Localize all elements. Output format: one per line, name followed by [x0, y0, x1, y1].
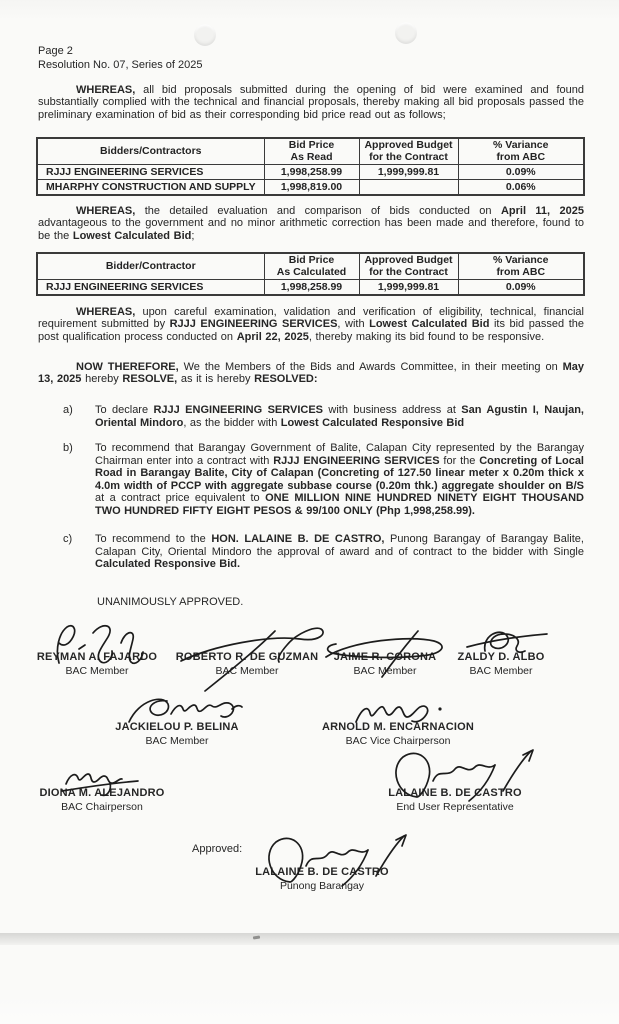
signatory-name: JAIME R. CORONA	[333, 651, 437, 663]
clause-segment: April 11, 2025	[500, 205, 584, 217]
table-header-cell	[359, 138, 458, 165]
signatory-name: REYMAN A. FAJARDO	[36, 651, 158, 663]
header-line: Bidder/Contractor	[105, 259, 196, 272]
table-cell: 1,998,258.99	[264, 280, 359, 296]
table-cell	[359, 180, 458, 196]
whereas-clause-2	[38, 205, 584, 242]
signatory-deguzman	[167, 651, 327, 678]
table-header-cell	[264, 253, 359, 280]
clause-segment: hereby	[81, 373, 123, 386]
clause-segment: , thereby making its bid found to be responsive.	[308, 330, 545, 343]
clause-segment: its bid passed the post qualification process conducted on	[38, 318, 584, 343]
table-cell: MHARPHY CONSTRUCTION AND SUPPLY	[37, 180, 264, 196]
header-line: Bid Price	[288, 254, 335, 266]
table-header-row	[37, 253, 584, 280]
punch-hole-left	[194, 24, 216, 46]
header-line: from ABC	[496, 150, 546, 163]
clause-segment: upon careful examination, validation and verification of eligibility, technical, financial requirement submitted by	[38, 306, 584, 331]
item-segment: at a contract price equivalent to	[95, 492, 266, 505]
signatory-belina	[87, 721, 267, 748]
signature-encarnacion	[348, 694, 463, 732]
header-line: % Variance	[493, 254, 549, 266]
table-cell: 1,998,819.00	[264, 180, 359, 196]
table-cell: 1,999,999.81	[359, 165, 458, 180]
table-header-cell	[264, 138, 359, 165]
clause-segment: May 13, 2025	[38, 361, 585, 386]
signatory-name: LALAINE B. DE CASTRO	[388, 787, 522, 799]
header-line: As Read	[290, 150, 333, 163]
signatory-title: BAC Chairperson	[61, 800, 143, 813]
item-segment: Punong Barangay of Barangay Balite, Calapan City, Oriental Mindoro the approval of award and of contract to the bidder with Single	[95, 533, 584, 558]
item-segment: Calculated Responsive Bid.	[95, 558, 241, 571]
signatory-title: BAC Member	[215, 664, 279, 677]
signatory-name: ZALDY D. ALBO	[457, 651, 545, 663]
clause-segment: the detailed evaluation and comparison of bids conducted on	[135, 205, 501, 217]
signatory-decastro-enduser	[365, 787, 545, 814]
resolution-item-a	[63, 404, 584, 429]
signatory-title: BAC Member	[353, 664, 417, 677]
header-line: % Variance	[493, 139, 549, 151]
header-line: Approved Budget	[364, 254, 453, 266]
table-cell: 1,999,999.81	[359, 280, 458, 296]
item-segment: ONE MILLION NINE HUNDRED NINETY EIGHT THOUSAND TWO HUNDRED FIFTY EIGHT PESOS & 99/100 ONLY (Php 1,998,258.99).	[95, 492, 585, 517]
clause-segment: WHEREAS,	[76, 84, 136, 96]
item-segment: HON. LALAINE B. DE CASTRO,	[211, 533, 385, 545]
header-line: for the Contract	[369, 150, 448, 163]
table-header-cell	[37, 138, 264, 165]
clause-segment: RESOLVED:	[254, 373, 318, 386]
clause-segment: WHEREAS,	[76, 306, 136, 318]
clause-segment: RESOLVE,	[122, 373, 178, 386]
signatory-punong-barangay	[232, 866, 412, 893]
clause-segment: April 22, 2025	[236, 330, 309, 343]
header-line: for the Contract	[369, 265, 448, 278]
signatory-fajardo	[17, 651, 177, 678]
signatory-name: LALAINE B. DE CASTRO	[255, 866, 389, 878]
signatory-title: BAC Member	[145, 734, 209, 747]
item-label: b)	[63, 442, 73, 454]
clause-segment: We the Members of the Bids and Awards Committee, in their meeting on	[178, 361, 563, 373]
whereas-clause-1	[38, 84, 584, 121]
clause-segment: NOW THEREFORE,	[76, 361, 179, 373]
table-header-cell	[37, 253, 264, 280]
item-segment: To recommend to the	[95, 533, 212, 545]
table-header-cell	[458, 138, 584, 165]
clause-segment: all bid proposals submitted during the opening of bid were examined and found substantially complied with the technical and financial proposals, thereby making all bid proposals passed the preliminary examination of bid as their corresponding bid price read out as follows;	[38, 84, 584, 121]
signatory-encarnacion	[308, 721, 488, 748]
table-cell: 1,998,258.99	[264, 165, 359, 180]
signatory-alejandro	[12, 787, 192, 814]
clause-segment: Lowest Calculated Bid	[369, 318, 490, 331]
item-segment: To recommend that Barangay Government of Balite, Calapan City represented by the Barangay Chairman enter into a contract with	[95, 442, 584, 467]
clause-segment: ;	[191, 229, 195, 242]
scan-artifact-band	[0, 933, 619, 945]
item-label: c)	[63, 533, 73, 545]
resolution-item-b	[63, 442, 584, 518]
page-number-label: Page 2	[38, 45, 73, 57]
signatory-name: ARNOLD M. ENCARNACION	[321, 721, 475, 733]
signatory-title: BAC Member	[65, 664, 129, 677]
table-cell: RJJJ ENGINEERING SERVICES	[37, 165, 264, 180]
resolution-item-c	[63, 533, 584, 571]
table-header-cell	[458, 253, 584, 280]
item-segment: San Agustin I, Naujan, Oriental Mindoro	[95, 404, 584, 429]
signature-decastro	[377, 745, 542, 807]
signatory-title: Punong Barangay	[279, 879, 365, 892]
table-row	[37, 180, 584, 196]
signatory-name: ROBERTO R. DE GUZMAN	[175, 651, 319, 663]
clause-segment: , with	[337, 318, 370, 331]
item-segment: with business address at	[323, 404, 462, 416]
punch-hole-right	[395, 22, 417, 44]
signatory-name: DIONA M. ALEJANDRO	[39, 787, 165, 799]
header-line: As Calculated	[276, 265, 347, 278]
table-header-row	[37, 138, 584, 165]
header-line: Approved Budget	[364, 139, 453, 151]
signature-albo	[461, 623, 553, 667]
table-cell: 0.09%	[458, 165, 584, 180]
item-segment: for the	[439, 454, 480, 467]
table-cell: 0.06%	[458, 180, 584, 196]
signatory-name: JACKIELOU P. BELINA	[115, 721, 239, 733]
item-segment: RJJJ ENGINEERING SERVICES	[273, 454, 440, 467]
header-line: Bid Price	[288, 139, 335, 151]
table-row	[37, 280, 584, 296]
item-segment: Lowest Calculated Responsive Bid	[280, 416, 465, 429]
signature-alejandro	[58, 762, 146, 800]
item-label: a)	[63, 404, 73, 416]
item-segment: Concreting of Local Road in Barangay Balite, City of Calapan (Concreting of 127.50 linear meter x 0.20m thick x 4.0m width of PCCP with aggregate subbase course (0.20m thk.) aggregate shoulder on B/S	[95, 454, 584, 492]
lowest-calculated-bid-table	[36, 252, 585, 296]
clause-segment: as it is hereby	[177, 373, 255, 386]
signatory-title: BAC Vice Chairperson	[345, 734, 451, 747]
whereas-clause-3	[38, 306, 584, 343]
table-header-cell	[359, 253, 458, 280]
header-line: from ABC	[496, 265, 546, 278]
bid-opening-table	[36, 137, 585, 196]
table-cell: 0.09%	[458, 280, 584, 296]
table-cell: RJJJ ENGINEERING SERVICES	[37, 280, 264, 296]
item-segment: , as the bidder with	[183, 416, 281, 429]
signatory-title: End User Representative	[396, 800, 514, 813]
clause-segment: WHEREAS,	[76, 205, 136, 217]
clause-segment: Lowest Calculated Bid	[72, 229, 192, 242]
item-segment: RJJJ ENGINEERING SERVICES	[153, 404, 324, 416]
table-row	[37, 165, 584, 180]
signatory-title: BAC Member	[469, 664, 533, 677]
now-therefore-clause	[38, 361, 584, 386]
clause-segment: RJJJ ENGINEERING SERVICES	[169, 318, 338, 331]
signature-belina	[119, 692, 244, 734]
clause-segment: advantageous to the government and no minor arithmetic correction has been made and therefore, found to be the	[38, 217, 584, 242]
header-line: Bidders/Contractors	[99, 144, 202, 157]
resolution-number-label: Resolution No. 07, Series of 2025	[38, 58, 203, 71]
page-header	[38, 45, 203, 72]
signatory-albo	[421, 651, 581, 678]
unanimously-approved-label: UNANIMOUSLY APPROVED.	[97, 596, 244, 608]
signature-fajardo	[45, 619, 155, 665]
signature-decastro	[250, 830, 415, 892]
approved-label: Approved:	[192, 843, 243, 855]
item-segment: To declare	[95, 404, 154, 416]
